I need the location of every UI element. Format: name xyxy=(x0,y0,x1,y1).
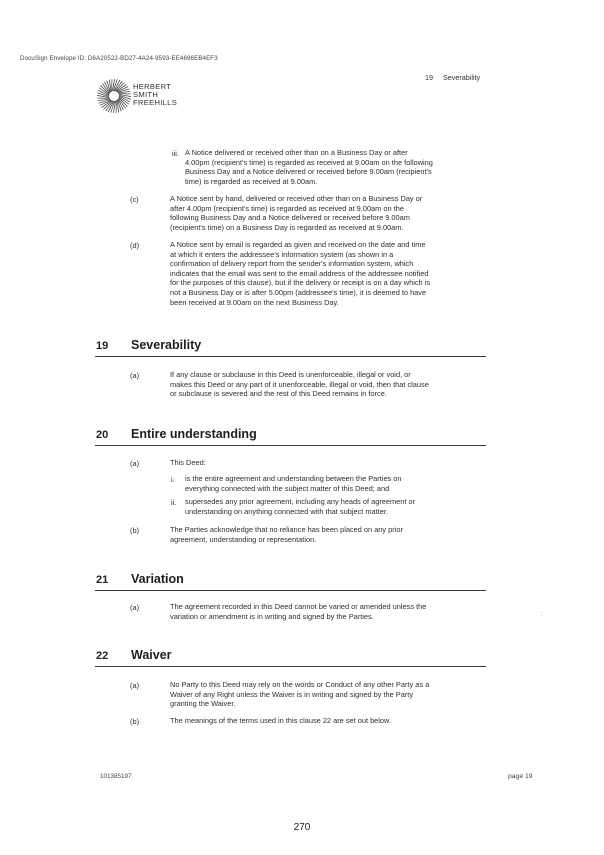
section-19-rule xyxy=(95,356,486,357)
section-19-item-a-label: (a) xyxy=(130,371,140,380)
text-line: indicates that the email was sent to the email address of the addressee notified xyxy=(170,268,429,278)
logo-line-1: HERBERT xyxy=(133,82,172,91)
text-line: variation or amendment is in writing and signed by the Parties. xyxy=(170,611,374,621)
section-20-item-b-text xyxy=(170,525,403,544)
text-line: time) is regarded as received at 9.00am. xyxy=(185,176,318,186)
notice-item-c-label: (c) xyxy=(130,195,139,204)
logo-line-3: FREEHILLS xyxy=(133,98,178,108)
section-19-item-a-text xyxy=(170,370,429,399)
section-21-item-a-label: (a) xyxy=(130,603,140,612)
docusign-envelope-id: DocuSign Envelope ID: D6A20522-BD27-4A24-9593-EE4696EB4EF3 xyxy=(20,55,218,62)
herbert-smith-freehills-logo-icon xyxy=(96,78,132,114)
notice-item-iii-label: iii. xyxy=(172,149,179,158)
text-line: Waiver of any Right unless the Waiver is in writing and signed by the Party xyxy=(170,689,414,699)
section-22-item-b-text xyxy=(170,716,391,726)
section-20-item-a-label: (a) xyxy=(130,459,140,468)
section-21-rule xyxy=(95,590,486,591)
text-line: agreement, understanding or representation. xyxy=(170,534,317,544)
notice-item-d-label: (d) xyxy=(130,241,140,250)
section-20-number: 20 xyxy=(96,429,109,441)
text-line: A Notice delivered or received other than on a Business Day or after xyxy=(185,148,408,157)
text-line: following Business Day and a Notice delivered or received before 9.00am xyxy=(170,213,410,223)
text-line: for the purposes of this clause), but if the delivery or receipt is on a day which is xyxy=(170,278,431,288)
text-line: is the entire agreement and understanding between the Parties on xyxy=(185,474,402,483)
text-line: If any clause or subclause in this Deed is unenforceable, illegal or void, or xyxy=(170,370,411,379)
text-line: The meanings of the terms used in this clause 22 are set out below. xyxy=(170,716,392,725)
section-22-number: 22 xyxy=(96,650,109,662)
text-line: everything connected with the subject matter of this Deed; and xyxy=(185,483,390,493)
running-header-number: 19 xyxy=(425,73,433,82)
section-20-item-a-text xyxy=(170,458,206,468)
logo-line-2: SMITH xyxy=(133,90,159,100)
section-22-item-b-label: (b) xyxy=(130,717,140,726)
text-line: Business Day and a Notice delivered or received before 9.00am (recipient's xyxy=(185,167,432,177)
notice-item-d-text xyxy=(170,240,430,307)
text-line: granting the Waiver. xyxy=(170,699,236,709)
section-22-item-a-text xyxy=(170,680,429,709)
text-line: The Parties acknowledge that no reliance has been placed on any prior xyxy=(170,525,403,534)
page-label: page 19 xyxy=(508,773,533,780)
section-20-item-ii-text xyxy=(185,497,415,516)
section-20-item-i-label: i. xyxy=(171,475,175,484)
section-20-title: Entire understanding xyxy=(131,427,257,441)
text-line: after 4.00pm (recipient's time) is regarded as received at 9.00am on the xyxy=(170,203,404,213)
text-line: 4.00pm (recipient's time) is regarded as received at 9.00am on the following xyxy=(185,157,433,167)
text-line: been received at 9.00am on the next Business Day. xyxy=(170,297,339,307)
text-line: makes this Deed or any part of it unenforceable, illegal or void, then that clause xyxy=(170,379,429,389)
running-header-title: Severability xyxy=(443,73,481,82)
section-20-rule xyxy=(95,445,486,446)
section-22-title: Waiver xyxy=(131,648,172,662)
text-line: The agreement recorded in this Deed cannot be varied or amended unless the xyxy=(170,602,427,611)
text-line: not a Business Day or is after 5.00pm (addressee's time), it is deemed to have xyxy=(170,287,427,297)
text-line: (recipient's time) on a Business Day is regarded as received at 9.00am. xyxy=(170,222,404,232)
firm-logo-text xyxy=(133,83,177,108)
text-line: supersedes any prior agreement, including any heads of agreement or xyxy=(185,497,416,506)
document-reference: 101385197 xyxy=(100,773,132,780)
text-line: or subclause is severed and the rest of this Deed remains in force. xyxy=(170,389,387,399)
text-line: This Deed: xyxy=(170,458,206,467)
section-21-title: Variation xyxy=(131,572,184,586)
text-line: confirmation of delivery report from the sender's information system, which xyxy=(170,259,414,269)
section-19-number: 19 xyxy=(96,340,109,352)
section-22-item-a-label: (a) xyxy=(130,681,140,690)
notice-item-c-text xyxy=(170,194,422,232)
section-20-item-b-label: (b) xyxy=(130,526,140,535)
section-22-rule xyxy=(95,666,486,667)
margin-mark: : xyxy=(541,612,543,618)
notice-item-iii-text xyxy=(185,148,433,186)
text-line: at which it enters the addressee's information system (as shown in a xyxy=(170,249,394,259)
running-header xyxy=(425,73,480,82)
section-21-item-a-text xyxy=(170,602,426,621)
section-21-number: 21 xyxy=(96,574,109,586)
text-line: understanding on anything connected with that subject matter. xyxy=(185,506,388,516)
page-number: 270 xyxy=(293,822,311,833)
section-20-item-i-text xyxy=(185,474,402,493)
text-line: No Party to this Deed may rely on the words or Conduct of any other Party as a xyxy=(170,680,430,689)
section-20-item-ii-label: ii. xyxy=(171,498,177,507)
text-line: A Notice sent by email is regarded as given and received on the date and time xyxy=(170,240,426,249)
text-line: A Notice sent by hand, delivered or received other than on a Business Day or xyxy=(170,194,423,203)
section-19-title: Severability xyxy=(131,338,202,352)
